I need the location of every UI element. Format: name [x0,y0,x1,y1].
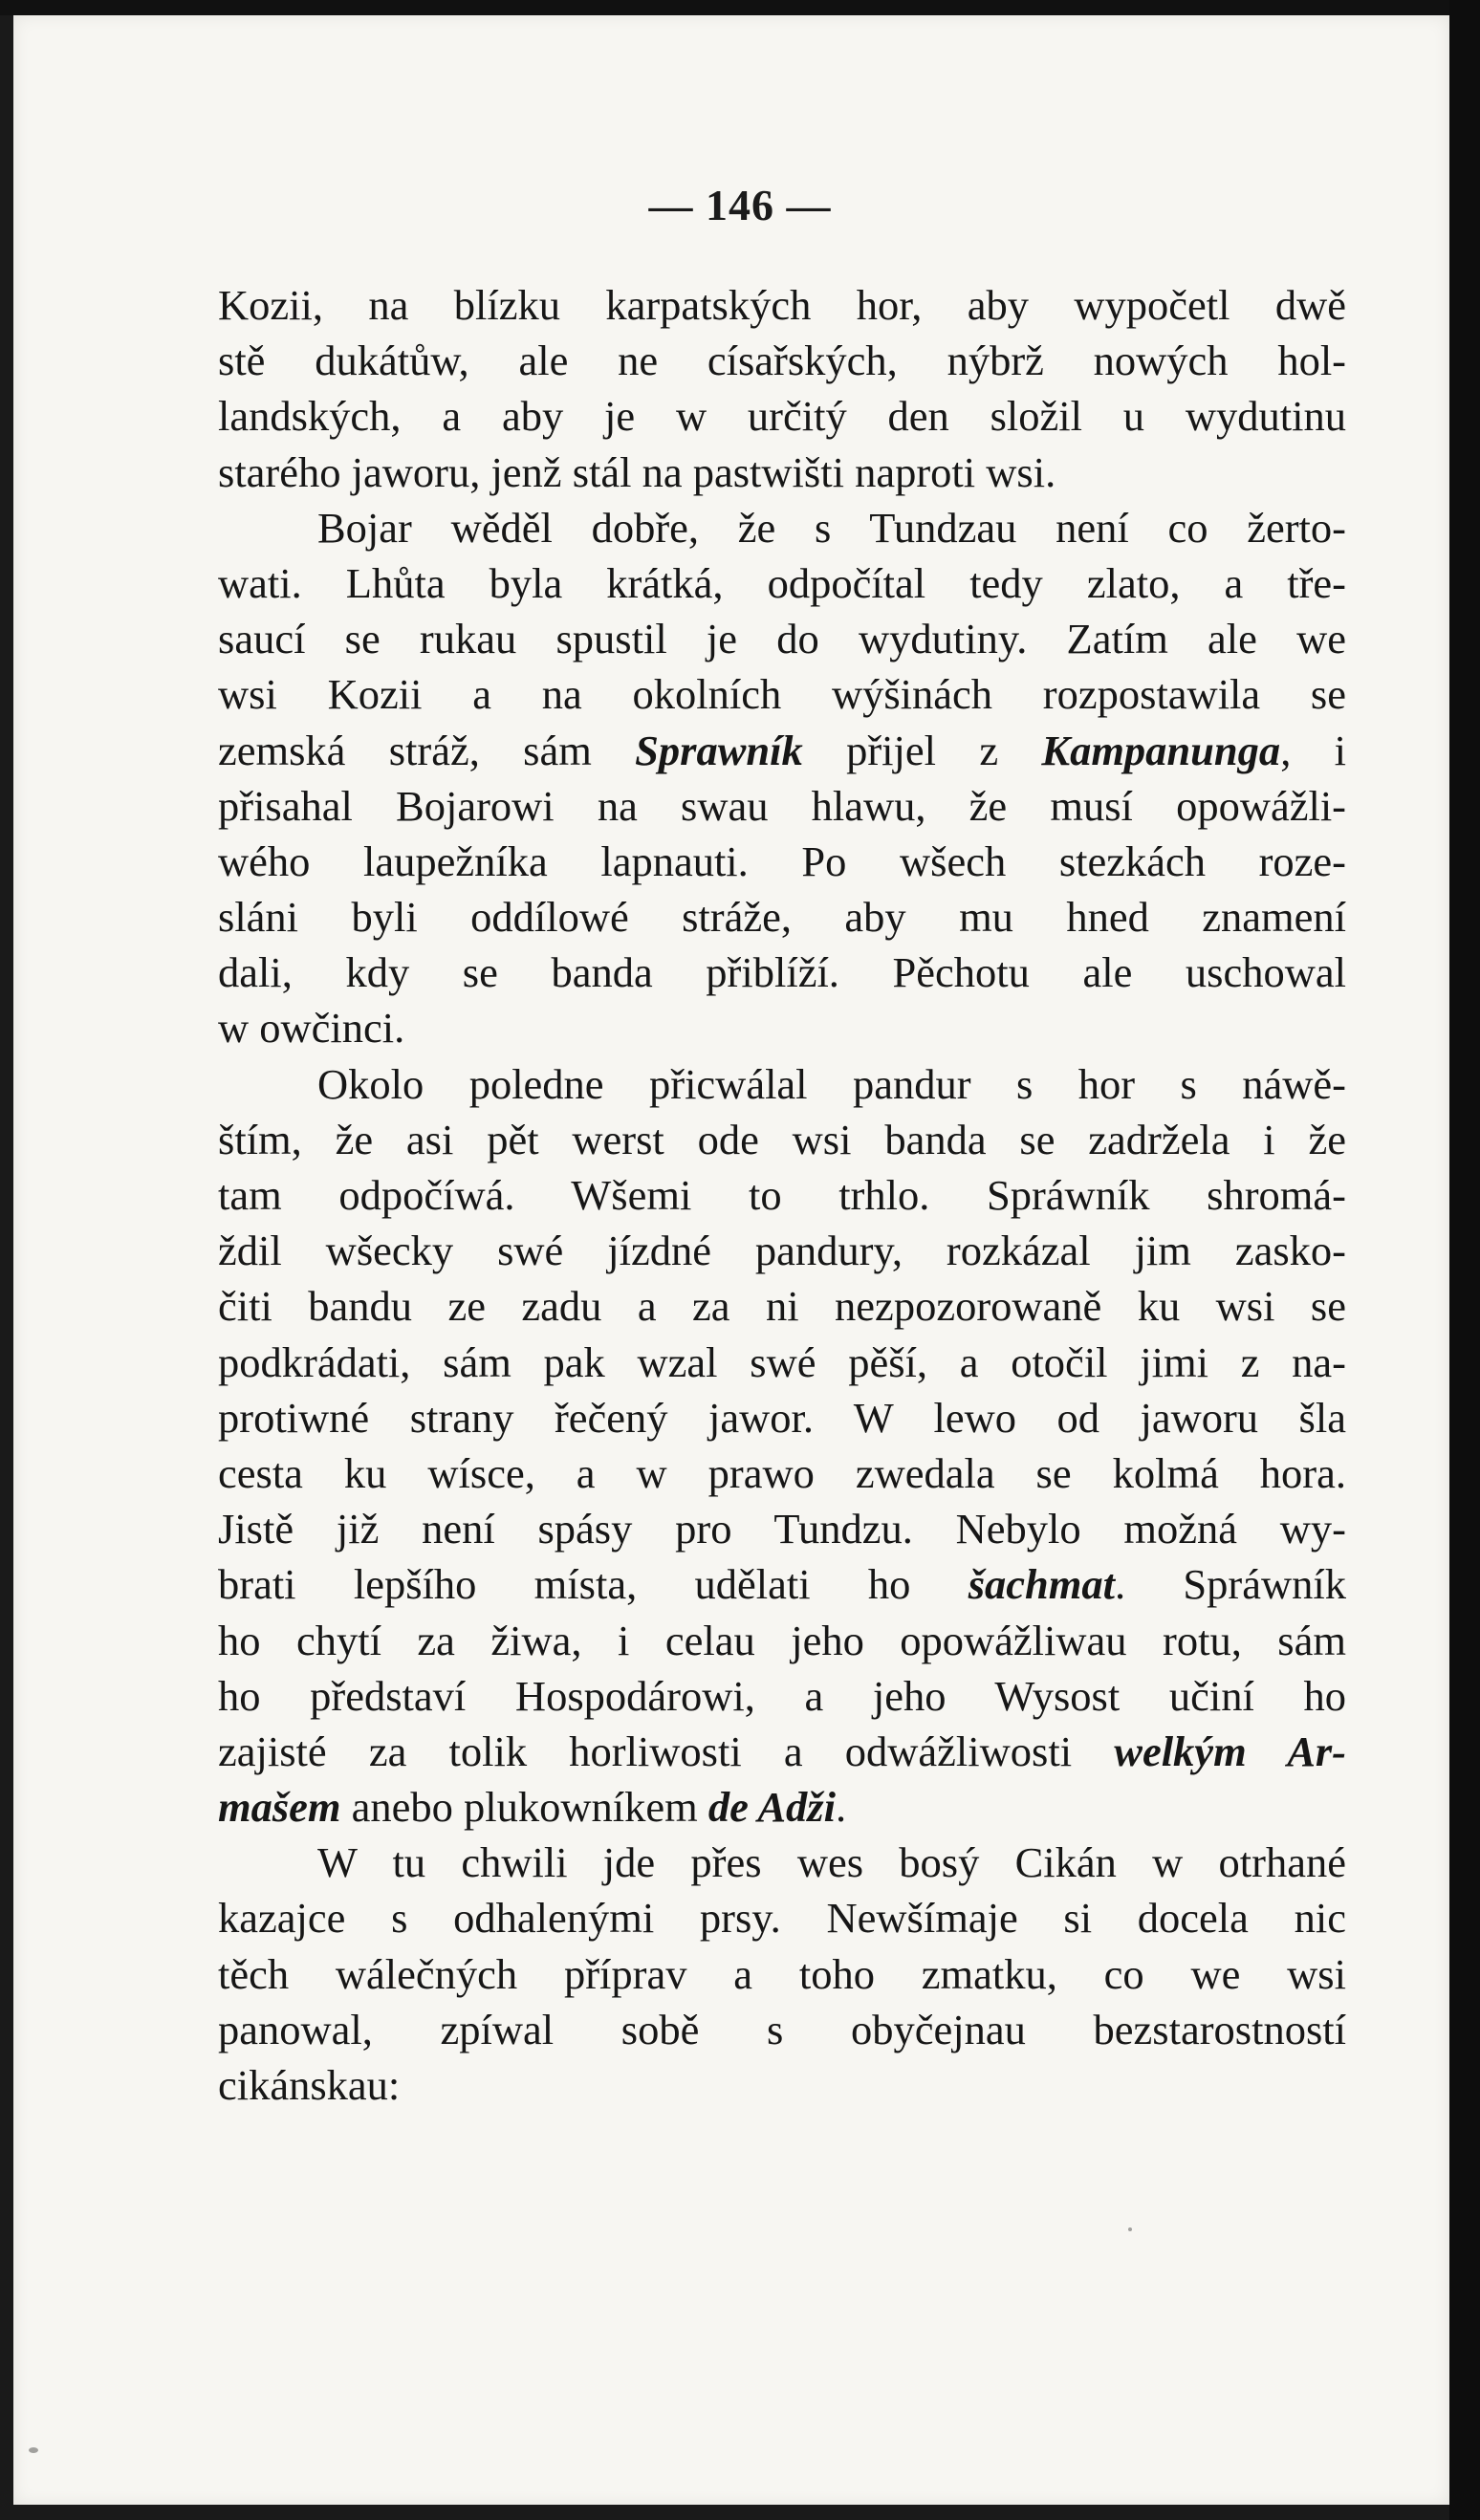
text-line [218,1835,1346,1890]
text-segment: přijel z [802,726,1042,774]
text-line [218,445,1346,500]
text-line [218,611,1346,666]
text-segment: podkrádati, sám pak wzal swé pěší, a otočil jimi z na- [218,1337,1346,1386]
text-segment: . [836,1783,847,1832]
text-line [218,1724,1346,1779]
text-segment: tam odpočíwá. Wšemi to trhlo. Spráwník shromá- [218,1171,1346,1219]
text-line [218,1278,1346,1334]
text-line [218,500,1346,555]
text-line [218,277,1346,333]
text-segment: wsi Kozii a na okolních wýšinách rozpostawila se [218,670,1346,719]
text-line [218,1779,1346,1835]
scan-right-edge [1449,0,1480,2520]
text-line [218,945,1346,1000]
text-segment: landských, a aby je w určitý den složil u wydutinu [218,392,1346,441]
text-line [218,2002,1346,2057]
text-line [218,388,1346,444]
text-line [218,1890,1346,1945]
text-segment: ždil wšecky swé jízdné pandury, rozkázal jim zasko- [218,1227,1346,1275]
text-segment: stě dukátůw, ale ne císařských, nýbrž nowých hol- [218,337,1346,385]
text-segment: štím, že asi pět werst ode wsi banda se zadržela i že [218,1115,1346,1163]
emphasized-text: Kampanunga [1041,726,1281,774]
text-segment: Bojar wěděl dobře, že s Tundzau není co žerto- [317,503,1346,552]
emphasized-text: Sprawník [635,726,803,774]
text-segment: sláni byli oddílowé stráže, aby mu hned znamení [218,893,1346,942]
text-line [218,723,1346,778]
text-line [218,1613,1346,1668]
text-line [218,333,1346,388]
text-segment: w owčinci. [218,1004,405,1053]
text-line [218,1335,1346,1390]
text-segment: zajisté za tolik horliwosti a odwážliwosti [218,1727,1115,1775]
text-segment: čiti bandu ze zadu a za ni nezpozorowaně ku wsi se [218,1282,1346,1331]
text-segment: cikánskau: [218,2061,401,2109]
text-line [218,2057,1346,2113]
emphasized-text: mašem [218,1783,341,1832]
text-line [218,555,1346,611]
text-segment: brati lepšího místa, udělati ho [218,1560,969,1609]
emphasized-text: welkým Ar- [1114,1727,1347,1775]
text-segment: zemská stráž, sám [218,726,636,774]
text-segment: wati. Lhůta byla krátká, odpočítal tedy zlato, a tře- [218,558,1346,607]
text-line [218,1556,1346,1612]
text-segment: ho představí Hospodárowi, a jeho Wysost učiní ho [218,1671,1346,1720]
text-segment: wého laupežníka lapnauti. Po wšech stezkách roze- [218,836,1346,885]
text-segment: protiwné strany řečený jawor. W lewo od jaworu šla [218,1393,1346,1442]
text-line [218,1223,1346,1278]
text-line [218,1501,1346,1556]
text-line [218,834,1346,889]
emphasized-text: de Adži [707,1783,836,1832]
text-segment: . Spráwník [1115,1560,1346,1609]
text-segment: Kozii, na blízku karpatských hor, aby wypočetl dwě [218,281,1346,329]
text-line [218,1167,1346,1223]
text-line [218,1112,1346,1167]
text-segment: dali, kdy se banda přiblíží. Pěchotu ale uschowal [218,948,1346,997]
text-segment: saucí se rukau spustil je do wydutiny. Zatím ale we [218,615,1346,663]
text-segment: cesta ku wísce, a w prawo zwedala se kolmá hora. [218,1448,1346,1497]
text-segment: panowal, zpíwal sobě s obyčejnau bezstarostností [218,2005,1346,2053]
text-segment: starého jaworu, jenž stál na pastwišti naproti wsi. [218,447,1056,496]
text-segment: anebo plukowníkem [340,1783,708,1832]
text-segment: W tu chwili jde přes wes bosý Cikán w otrhané [317,1838,1346,1887]
text-segment: těch wálečných příprav a toho zmatku, co we wsi [218,1949,1346,1998]
text-line [218,1056,1346,1112]
text-line [218,1000,1346,1055]
body-text [218,277,1346,2113]
text-line [218,1668,1346,1724]
text-segment: Jistě již není spásy pro Tundzu. Nebylo možná wy- [218,1505,1346,1553]
page-number: — 146 — [648,181,832,229]
scan-top-edge [0,0,1480,15]
text-segment: kazajce s odhalenými prsy. Newšímaje si docela nic [218,1894,1346,1943]
text-segment: přisahal Bojarowi na swau hlawu, že musí opowážli- [218,781,1346,830]
text-segment: Okolo poledne přicwálal pandur s hor s náwě- [317,1059,1346,1108]
text-line [218,1445,1346,1501]
text-line [218,889,1346,945]
text-line [218,1390,1346,1445]
text-segment: , i [1280,726,1346,774]
text-segment: ho chytí za žiwa, i celau jeho opowážliwau rotu, sám [218,1616,1346,1664]
emphasized-text: šachmat [968,1560,1115,1609]
scan-speck [29,2447,38,2453]
text-line [218,666,1346,722]
scan-speck [1128,2227,1132,2231]
text-line [218,1946,1346,2002]
text-line [218,778,1346,834]
